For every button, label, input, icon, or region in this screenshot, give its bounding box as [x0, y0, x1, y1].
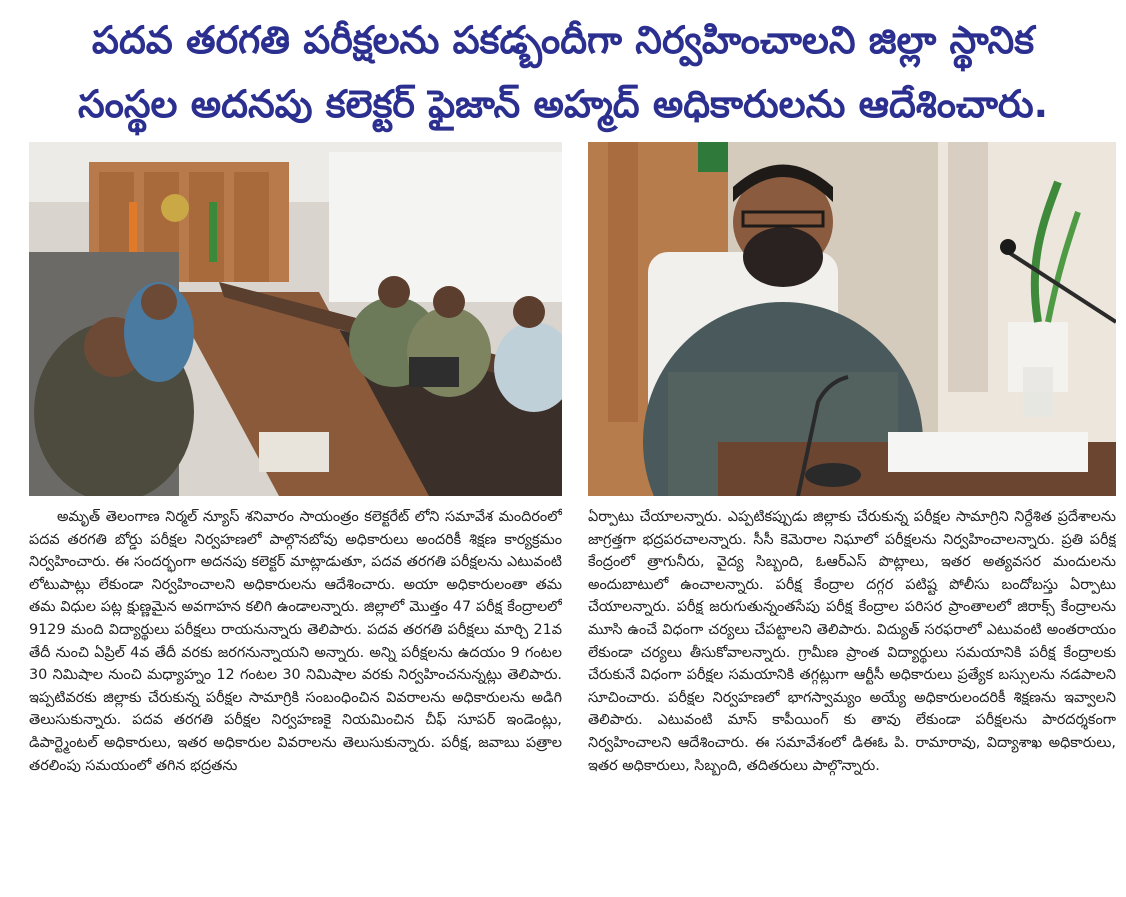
meeting-hall-illustration	[29, 142, 562, 496]
collector-illustration	[588, 142, 1116, 496]
collector-photo	[588, 142, 1116, 496]
article-column-left	[29, 506, 562, 886]
article-text-left: అమృత్ తెలంగాణ నిర్మల్ న్యూస్ శనివారం సాయంత్రం కలెక్టరేట్ లోని సమావేశ మందిరంలో పదవ తరగతి బోర్డు పరీక్షల నిర్వహణలో పాల్గొనబోవు అధికారులు అందరికీ శిక్షణ కార్యక్రమం నిర్వహించారు. ఈ సందర్భంగా అదనపు కలెక్టర్ మాట్లాడుతూ, పదవ తరగతి పరీక్షలను ఎటువంటి లోటుపాట్లు లేకుండా నిర్వహించాలని అధికారులను ఆదేశించారు. అయా అధికారులంతా తమ తమ విధుల పట్ల క్షుణ్ణమైన అవగాహన కలిగి ఉండాలన్నారు. జిల్లాలో మొత్తం 47 పరీక్ష కేంద్రాలలో 9129 మంది విద్యార్థులు పరీక్షలు రాయనున్నారు తెలిపారు. పదవ తరగతి పరీక్షలు మార్చి 21వ తేదీ నుంచి ఏప్రిల్ 4వ తేదీ వరకు జరగనున్నాయని అన్నారు. అన్ని పరీక్షలను ఉదయం 9 గంటల 30 నిమిషాల నుంచి మధ్యాహ్నం 12 గంటల 30 నిమిషాల వరకు నిర్వహించనున్నట్లు తెలిపారు. ఇప్పటివరకు జిల్లాకు చేరుకున్న పరీక్షల సామాగ్రికి సంబంధించిన వివరాలను అధికారులను అడిగి తెలుసుకున్నారు. పదవ తరగతి పరీక్షల నిర్వహణకై నియమించిన చీఫ్ సూపర్ ఇండెంట్లు, డిపార్ట్మెంటల్ అధికారులు, ఇతర అధికారుల వివరాలను తెలుసుకున్నారు. పరీక్ష, జవాబు పత్రాల తరలింపు సమయంలో తగిన భద్రతను	[29, 509, 562, 774]
meeting-hall-photo	[29, 142, 562, 496]
headline-line-1: పదవ తరగతి పరీక్షలను పకడ్బందీగా నిర్వహించాలని జిల్లా స్థానిక	[91, 18, 1035, 62]
article-text-right: ఏర్పాటు చేయాలన్నారు. ఎప్పటికప్పుడు జిల్లాకు చేరుకున్న పరీక్షల సామాగ్రిని నిర్దేశిత ప్రదేశాలను జాగ్రత్తగా భద్రపరచాలన్నారు. సీసీ కెమెరాల నిఘాలో పరీక్షలను నిర్వహించాలన్నారు. ప్రతి పరీక్ష కేంద్రంలో త్రాగునీరు, వైద్య సిబ్బంది, ఓఆర్ఎస్ పొట్లాలు, ఇతర అత్యవసర మందులను అందుబాటులో ఉంచాలన్నారు. పరీక్ష కేంద్రాల దగ్గర పటిష్ట పోలీసు బందోబస్తు ఏర్పాటు చేయాలన్నారు. పరీక్ష జరుగుతున్నంతసేపు పరీక్ష కేంద్రాల పరిసర ప్రాంతాలలో జిరాక్స్ కేంద్రాలను మూసి ఉంచే విధంగా చర్యలు చేపట్టాలని తెలిపారు. విద్యుత్ సరఫరాలో ఎటువంటి అంతరాయం లేకుండా చర్యలు తీసుకోవాలన్నారు. గ్రామీణ ప్రాంత విద్యార్థులు సమయానికి పరీక్ష కేంద్రాలకు చేరుకునే విధంగా పరీక్షల సమయానికి తగ్గట్లుగా ఆర్టీసీ అధికారులు ప్రత్యేక బస్సులను నడపాలని సూచించారు. పరీక్షల నిర్వహణలో భాగస్వామ్యం అయ్యే అధికారులందరికీ శిక్షణను ఇవ్వాలని తెలిపారు. ఎటువంటి మాస్ కాపీయింగ్ కు తావు లేకుండా పరీక్షలను పారదర్శకంగా నిర్వహించాలని ఆదేశించారు. ఈ సమావేశంలో డిఈఓ పి. రామారావు, విద్యాశాఖ అధికారులు, ఇతర అధికారులు, సిబ్బంది, తదితరులు పాల్గొన్నారు.	[588, 509, 1116, 774]
headline	[20, 8, 1106, 136]
article-column-right	[588, 506, 1116, 886]
headline-line-2: సంస్థల అదనపు కలెక్టర్ ఫైజాన్ అహ్మద్ అధికారులను ఆదేశించారు.	[77, 82, 1049, 126]
